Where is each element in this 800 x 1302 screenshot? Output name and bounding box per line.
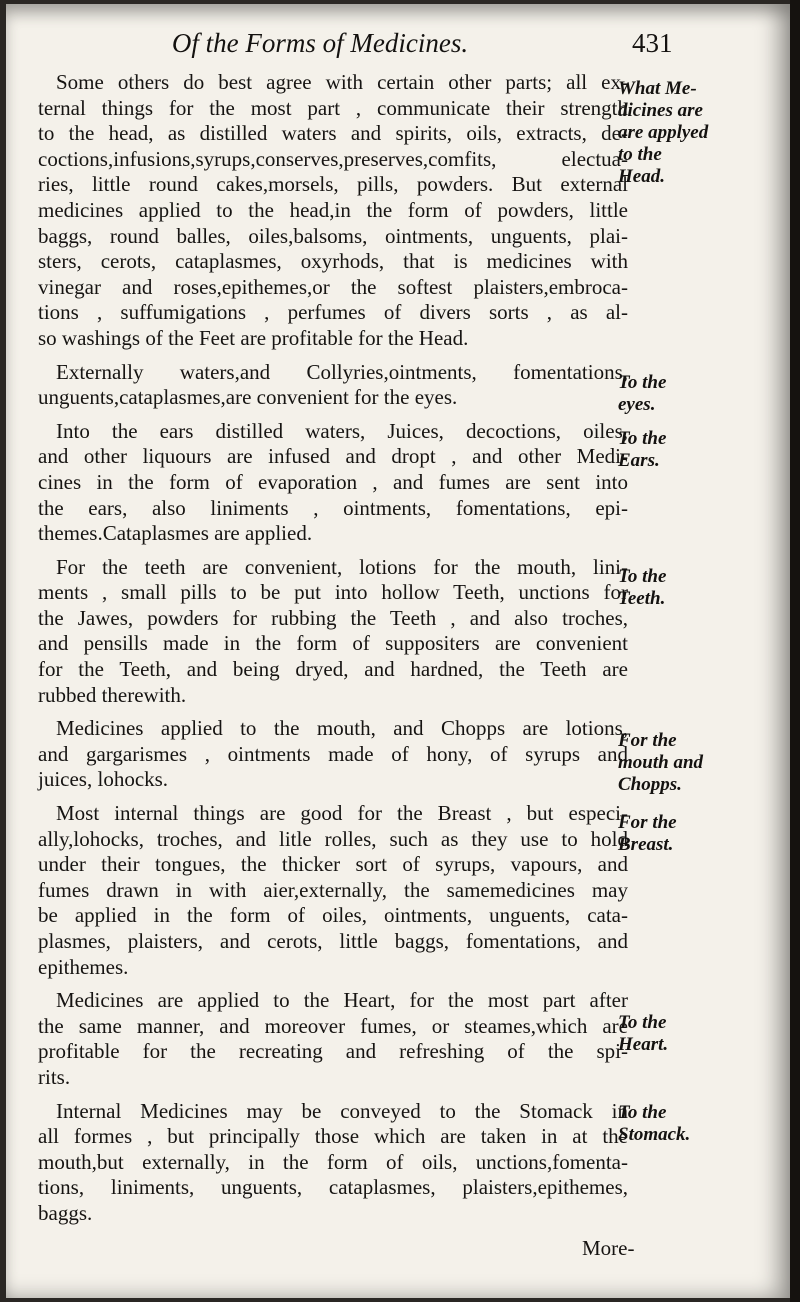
text-line: mouth,but externally, in the form of oils, unctions,fomenta-	[38, 1149, 628, 1174]
margin-note-line: Heart.	[618, 1034, 669, 1055]
margin-note-line: Head.	[618, 166, 665, 187]
text-line: the same manner, and moreover fumes, or steames,which are	[38, 1013, 628, 1038]
text-line: be applied in the form of oiles, ointments, unguents, cata-	[38, 903, 628, 928]
paragraph	[38, 360, 628, 411]
text-line: rits.	[38, 1064, 71, 1089]
text-line: baggs.	[38, 1200, 93, 1225]
paragraph	[38, 70, 628, 352]
margin-note-line: For the	[618, 730, 677, 751]
text-line: Medicines applied to the mouth, and Chopps are lotions,	[56, 716, 628, 741]
margin-note-line: To the	[618, 1012, 667, 1033]
text-line: and gargarismes , ointments made of hony, of syrups and	[38, 741, 628, 766]
margin-note-line: mouth and	[618, 752, 704, 773]
catchword: More-	[582, 1236, 635, 1260]
paragraph	[38, 1099, 628, 1227]
text-line: profitable for the recreating and refreshing of the spi-	[38, 1039, 628, 1064]
margin-note	[618, 812, 768, 856]
margin-note	[618, 566, 768, 610]
paragraph	[38, 419, 628, 547]
text-line: Into the ears distilled waters, Juices, decoctions, oiles,	[56, 418, 628, 443]
margin-note	[618, 730, 768, 796]
text-line: Most internal things are good for the Breast , but especi-	[56, 801, 628, 826]
body-text	[38, 70, 628, 1227]
margin-note	[618, 1102, 768, 1146]
page-edge-shadow	[790, 0, 800, 1302]
margin-note-line: What Me-	[618, 78, 697, 99]
text-line: tions, liniments, unguents, cataplasmes, plaisters,epithemes,	[38, 1175, 628, 1200]
margin-note	[618, 78, 768, 188]
margin-note-line: eyes.	[618, 394, 656, 415]
text-line: the ears, also liniments , ointments, fomentations, epi-	[38, 495, 628, 520]
text-line: to the head, as distilled waters and spirits, oils, extracts, de-	[38, 121, 628, 146]
page-number: 431	[632, 28, 673, 58]
margin-note	[618, 428, 768, 472]
margin-note	[618, 372, 768, 416]
margin-note-line: Teeth.	[618, 588, 666, 609]
text-line: tions , suffumigations , perfumes of divers sorts , as al-	[38, 300, 628, 325]
text-line: Medicines are applied to the Heart, for the most part after	[56, 988, 628, 1013]
margin-note-line: to the	[618, 144, 662, 165]
text-line: epithemes.	[38, 954, 129, 979]
paragraph	[38, 801, 628, 980]
paragraph	[38, 555, 628, 709]
margin-note-line: Breast.	[618, 834, 674, 855]
margin-note-line: To the	[618, 428, 667, 449]
margin-note-line: Chopps.	[618, 774, 682, 795]
margin-note-line: To the	[618, 1102, 667, 1123]
text-line: Some others do best agree with certain other parts; all ex-	[56, 70, 628, 94]
text-line: cines in the form of evaporation , and fumes are sent into	[38, 469, 628, 494]
text-line: Externally waters,and Collyries,ointments, fomentations,	[56, 359, 628, 384]
text-line: and other liquours are infused and dropt , and other Medi-	[38, 444, 628, 469]
text-line: ally,lohocks, troches, and litle rolles, such as they use to hold	[38, 826, 628, 851]
text-line: vinegar and roses,epithemes,or the softest plaisters,embroca-	[38, 274, 628, 299]
margin-note-line: Stomack.	[618, 1124, 691, 1145]
text-line: For the teeth are convenient, lotions for the mouth, lini-	[56, 554, 628, 579]
text-line: coctions,infusions,syrups,conserves,preserves,comfits, electua-	[38, 146, 628, 171]
paragraph	[38, 716, 628, 793]
text-line: ternal things for the most part , communicate their strength	[38, 95, 628, 120]
margin-note	[618, 1012, 768, 1056]
margin-note-line: For the	[618, 812, 677, 833]
running-title: Of the Forms of Medicines.	[171, 28, 469, 58]
margin-note-line: Ears.	[618, 450, 660, 471]
text-line: baggs, round balles, oiles,balsoms, ointments, unguents, plai-	[38, 223, 628, 248]
text-line: fumes drawn in with aier,externally, the samemedicines may	[38, 877, 628, 902]
text-line: Internal Medicines may be conveyed to the Stomack in	[56, 1098, 628, 1123]
margin-note-line: To the	[618, 372, 667, 393]
text-line: plasmes, plaisters, and cerots, little baggs, fomentations, and	[38, 929, 628, 953]
text-line: and pensills made in the form of suppositers are convenient	[38, 631, 628, 656]
margin-note-line: are applyed	[618, 122, 709, 143]
text-line: the Jawes, powders for rubbing the Teeth , and also troches,	[38, 605, 628, 630]
text-line: sters, cerots, cataplasmes, oxyrhods, that is medicines with	[38, 249, 628, 274]
text-line: under their tongues, the thicker sort of syrups, vapours, and	[38, 852, 628, 877]
text-line: all formes , but principally those which are taken in at the	[38, 1124, 628, 1149]
text-line: ries, little round cakes,morsels, pills, powders. But external	[38, 172, 628, 197]
paragraph	[38, 988, 628, 1090]
text-line: medicines applied to the head,in the form of powders, little	[38, 197, 628, 222]
margin-note-line: dicines are	[618, 100, 703, 121]
text-line: rubbed therewith.	[38, 682, 187, 707]
text-line: for the Teeth, and being dryed, and hardned, the Teeth are	[38, 657, 628, 682]
text-line: ments , small pills to be put into hollow Teeth, unctions for	[38, 580, 628, 605]
text-line: unguents,cataplasmes,are convenient for the eyes.	[38, 385, 458, 410]
margin-note-line: To the	[618, 566, 667, 587]
text-line: so washings of the Feet are profitable for the Head.	[38, 325, 469, 350]
text-line: themes.Cataplasmes are applied.	[38, 521, 313, 546]
text-line: juices, lohocks.	[38, 767, 169, 792]
